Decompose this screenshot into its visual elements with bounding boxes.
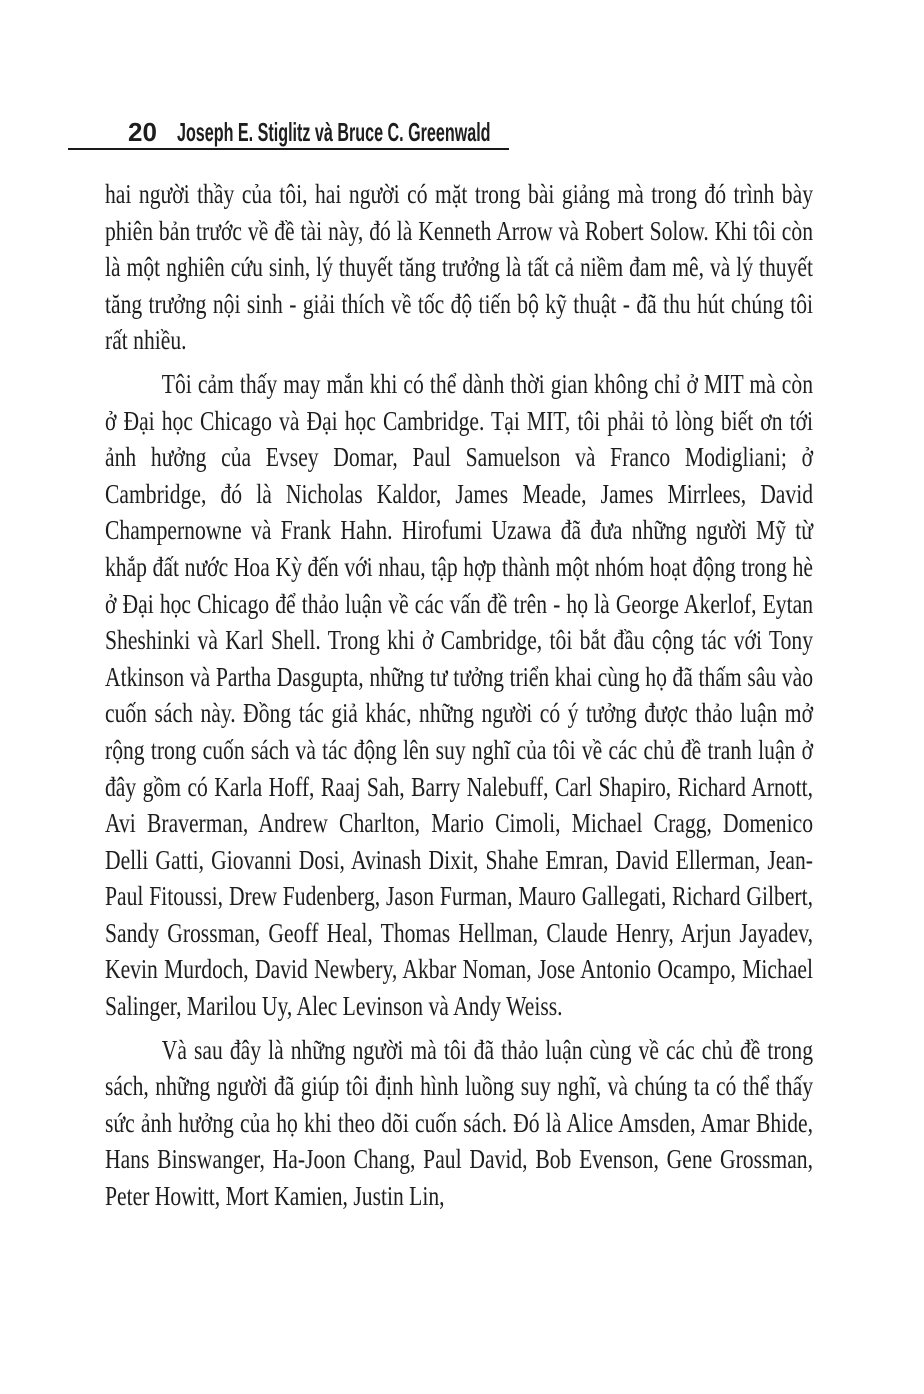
paragraph-1: hai người thầy của tôi, hai người có mặt trong bài giảng mà trong đó trình bày phiên bản trước về đề tài này, đó là Kenneth Arrow và Robert Solow. Khi tôi còn là một nghiên cứu sinh, lý thuyết tăng trưởng là tất cả niềm đam mê, và lý thuyết tăng trưởng nội sinh - giải thích về tốc độ tiến bộ kỹ thuật - đã thu hút chúng tôi rất nhiều. (105, 179, 813, 356)
page-number: 20 (128, 117, 157, 147)
running-head: Joseph E. Stiglitz và Bruce C. Greenwald (177, 117, 491, 147)
paragraph-2: Tôi cảm thấy may mắn khi có thể dành thời gian không chỉ ở MIT mà còn ở Đại học Chicago và Đại học Cambridge. Tại MIT, tôi phải tỏ lòng biết ơn tới ảnh hưởng của Evsey Domar, Paul Samuelson và Franco Modigliani; ở Cambridge, đó là Nicholas Kaldor, James Meade, James Mirrlees, David Champernowne và Frank Hahn. Hirofumi Uzawa đã đưa những người Mỹ từ khắp đất nước Hoa Kỳ đến với nhau, tập hợp thành một nhóm hoạt động trong hè ở Đại học Chicago để thảo luận về các vấn đề trên - họ là George Akerlof, Eytan Sheshinki và Karl Shell. Trong khi ở Cambridge, tôi bắt đầu cộng tác với Tony Atkinson và Partha Dasgupta, những tư tưởng triển khai cùng họ đã thấm sâu vào cuốn sách này. Đồng tác giả khác, những người có ý tưởng được thảo luận mở rộng trong cuốn sách và tác động lên suy nghĩ của tôi về các chủ đề tranh luận ở đây gồm có Karla Hoff, Raaj Sah, Barry Nalebuff, Carl Shapiro, Richard Arnott, Avi Braverman, Andrew Charlton, Mario Cimoli, Michael Cragg, Domenico Delli Gatti, Giovanni Dosi, Avinash Dixit, Shahe Emran, David Ellerman, Jean-Paul Fitoussi, Drew Fudenberg, Jason Furman, Mauro Gallegati, Richard Gilbert, Sandy Grossman, Geoff Heal, Thomas Hellman, Claude Henry, Arjun Jayadev, Kevin Murdoch, David Newbery, Akbar Noman, Jose Antonio Ocampo, Michael Salinger, Marilou Uy, Alec Levinson và Andy Weiss. (105, 368, 814, 1022)
paragraph-3: Và sau đây là những người mà tôi đã thảo luận cùng về các chủ đề trong sách, những người đã giúp tôi định hình luồng suy nghĩ, và chúng ta có thể thấy sức ảnh hưởng của họ khi theo dõi cuốn sách. Đó là Alice Amsden, Amar Bhide, Hans Binswanger, Ha-Joon Chang, Paul David, Bob Evenson, Gene Grossman, Peter Howitt, Mort Kamien, Justin Lin, (105, 1034, 814, 1212)
header-rule (68, 148, 509, 150)
body-text (105, 176, 813, 1222)
